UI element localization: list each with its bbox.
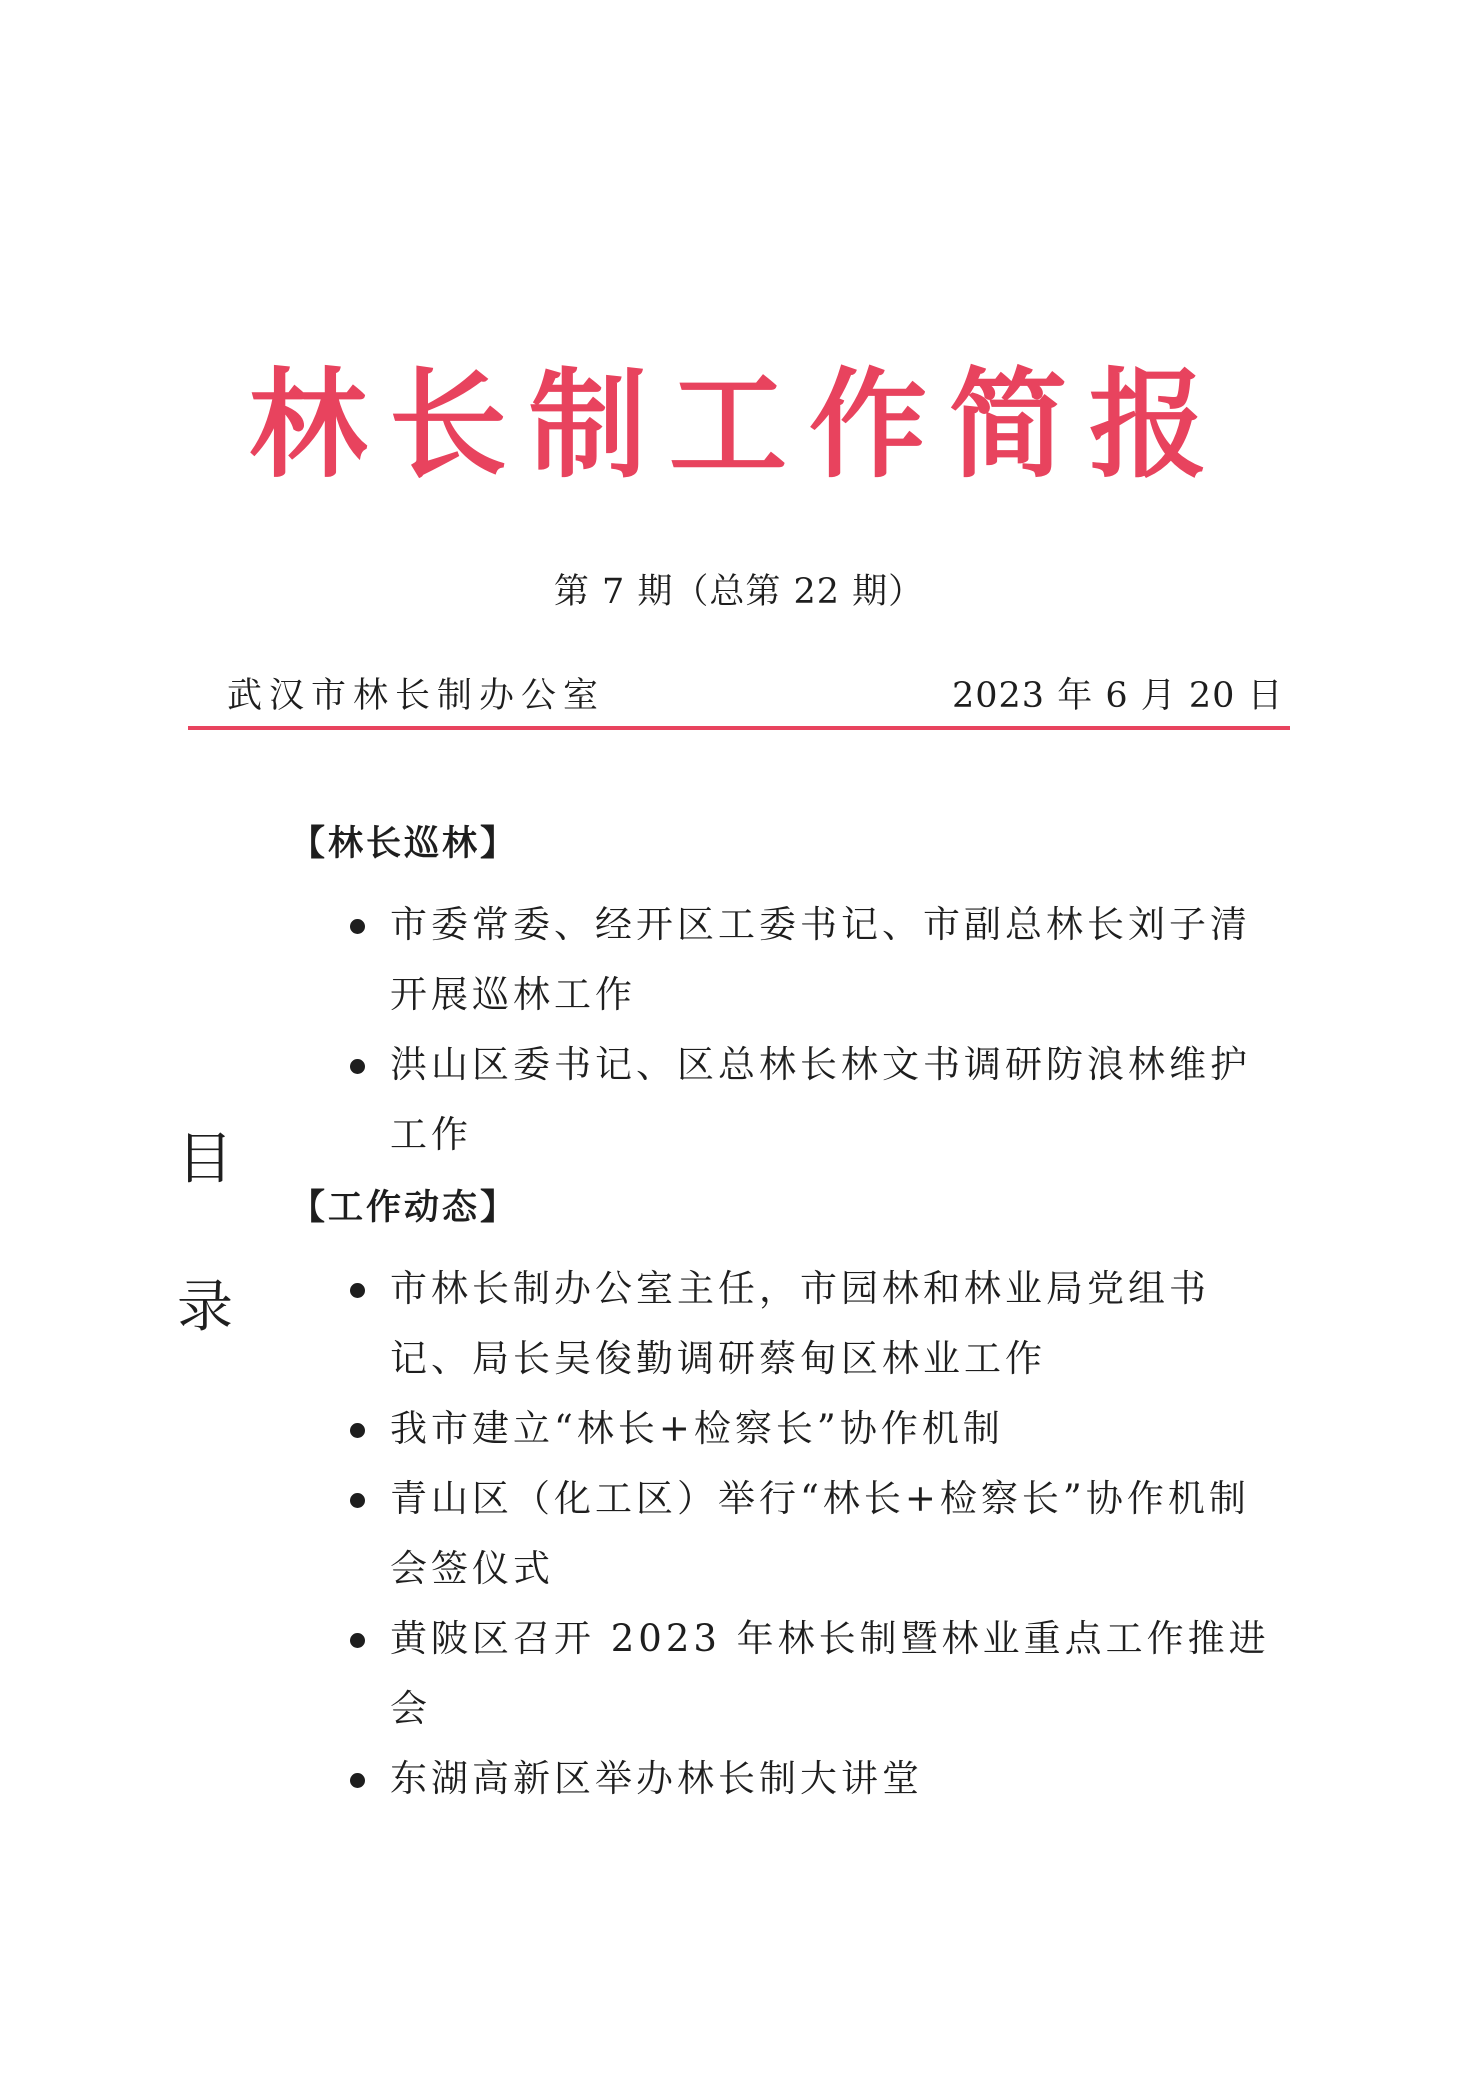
toc-item-text: 东湖高新区举办林长制大讲堂: [390, 1757, 923, 1800]
toc-item[interactable]: [290, 1030, 1270, 1170]
table-of-contents: [290, 820, 1290, 1814]
toc-label-char-1: 目: [177, 1127, 233, 1192]
bullet-icon: [350, 1059, 365, 1074]
toc-item[interactable]: [290, 1254, 1270, 1394]
toc-item-text: 市林长制办公室主任，市园林和林业局党组书记、局长吴俊勤调研蔡甸区林业工作: [390, 1267, 1210, 1380]
bullet-icon: [350, 1633, 365, 1648]
bullet-icon: [350, 919, 365, 934]
toc-section-heading: 【林长巡林】: [290, 823, 519, 864]
toc-item[interactable]: [290, 1464, 1270, 1604]
publication-date: 2023 年 6 月 20 日: [952, 676, 1284, 716]
publisher-name: 武汉市林长制办公室: [227, 676, 606, 716]
header-divider: [188, 726, 1290, 730]
bullet-icon: [350, 1493, 365, 1508]
toc-item[interactable]: [290, 1744, 1270, 1814]
toc-item[interactable]: [290, 1394, 1270, 1464]
toc-item-text: 我市建立“林长+检察长”协作机制: [390, 1407, 1004, 1450]
toc-item-text: 市委常委、经开区工委书记、市副总林长刘子清开展巡林工作: [390, 903, 1251, 1016]
newsletter-title: 林长制工作简报: [248, 355, 1229, 494]
toc-item[interactable]: [290, 1604, 1270, 1744]
toc-section-heading: 【工作动态】: [290, 1187, 519, 1228]
issue-number: 第 7 期（总第 22 期）: [553, 572, 925, 612]
toc-item-text: 黄陂区召开 2023 年林长制暨林业重点工作推进会: [390, 1617, 1270, 1730]
bullet-icon: [350, 1283, 365, 1298]
toc-item-text: 洪山区委书记、区总林长林文书调研防浪林维护工作: [390, 1043, 1251, 1156]
toc-label-char-2: 录: [177, 1275, 233, 1340]
bullet-icon: [350, 1773, 365, 1788]
bullet-icon: [350, 1423, 365, 1438]
toc-item-text: 青山区（化工区）举行“林长+检察长”协作机制会签仪式: [390, 1477, 1250, 1590]
toc-item[interactable]: [290, 890, 1270, 1030]
toc-label: [170, 1127, 240, 1340]
